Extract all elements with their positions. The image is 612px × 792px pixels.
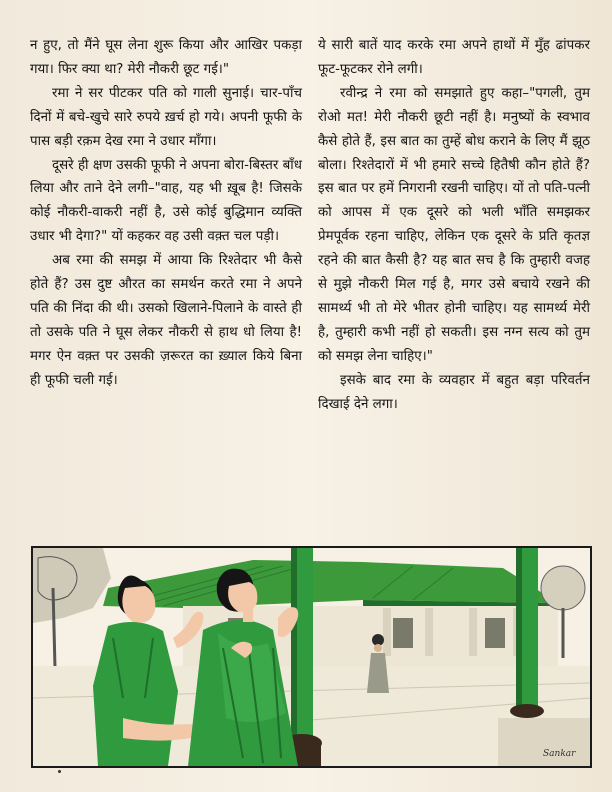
paragraph: दूसरे ही क्षण उसकी फूफी ने अपना बोरा-बिस्तर बाँध लिया और ताने देने लगी–"वाह, यह भी ख़ूब है! जिसके कोई नौकरी-वाकरी नहीं है, उसे कोई बुद्धिमान व्यक्ति उधार भी देगा?" यों कहकर वह उसी वक़्त चल पड़ी। bbox=[30, 157, 302, 245]
paragraph: ये सारी बातें याद करके रमा अपने हाथों में मुँह ढांपकर फूट-फूटकर रोने लगी। bbox=[318, 38, 590, 77]
paragraph: रमा ने सर पीटकर पति को गाली सुनाई। चार-पाँच दिनों में बचे-खुचे सारे रुपये ख़र्च हो गये। अपनी फूफी के पास बड़ी रक़म देख रमा ने उधार माँगा। bbox=[30, 85, 302, 149]
story-illustration bbox=[31, 546, 592, 768]
left-column bbox=[30, 34, 302, 534]
artist-signature: Sankar bbox=[543, 749, 576, 759]
paragraph: न हुए, तो मैंने घूस लेना शुरू किया और आखिर पकड़ा गया। फिर क्या था? मेरी नौकरी छूट गई।" bbox=[30, 38, 302, 77]
paragraph: अब रमा की समझ में आया कि रिश्तेदार भी कैसे होते हैं? उस दुष्ट औरत का समर्थन करते रमा ने अपने पति की निंदा की थी। उसको खिलाने-पिलाने के वास्ते ही तो उसके पति ने घूस लेकर नौकरी से हाथ धो लिया है! मगर ऐन वक़्त पर उसकी ज़रूरत का ख़्याल किये बिना ही फूफी चली गई। bbox=[30, 253, 302, 388]
paragraph: इसके बाद रमा के व्यवहार में बहुत बड़ा परिवर्तन दिखाई देने लगा। bbox=[318, 372, 590, 412]
right-column bbox=[318, 34, 590, 534]
page-mark bbox=[58, 770, 61, 773]
illustration-scene bbox=[33, 548, 590, 766]
paragraph: रवीन्द्र ने रमा को समझाते हुए कहा–"पगली, तुम रोओ मत! मेरी नौकरी छूटी नहीं है। मनुष्यों के स्वभाव कैसे होते हैं, इस बात का तुम्हें बोध कराने के लिए मैं झूठ बोला। रिश्तेदारों में भी हमारे सच्चे हितैषी कौन होते हैं? इस बात पर हमें निगरानी रखनी चाहिए। यों तो पति-पत्नी को आपस में एक दूसरे को भली भाँति समझकर प्रेमपूर्वक रहना चाहिए, लेकिन एक दूसरे के प्रति कृतज्ञ रहने की बात कैसी है? यह बात सच है कि तुम्हारी वजह से मुझे नौकरी मिल गई है, मगर उसे बचाये रखने की सामर्थ्य भी तो मेरे भीतर होनी चाहिए। यह सामर्थ्य मेरी है, तुम्हारी कभी नहीं हो सकती। इस नग्न सत्य को तुम को समझ लेना चाहिए।" bbox=[318, 85, 590, 364]
text-columns bbox=[30, 34, 590, 534]
